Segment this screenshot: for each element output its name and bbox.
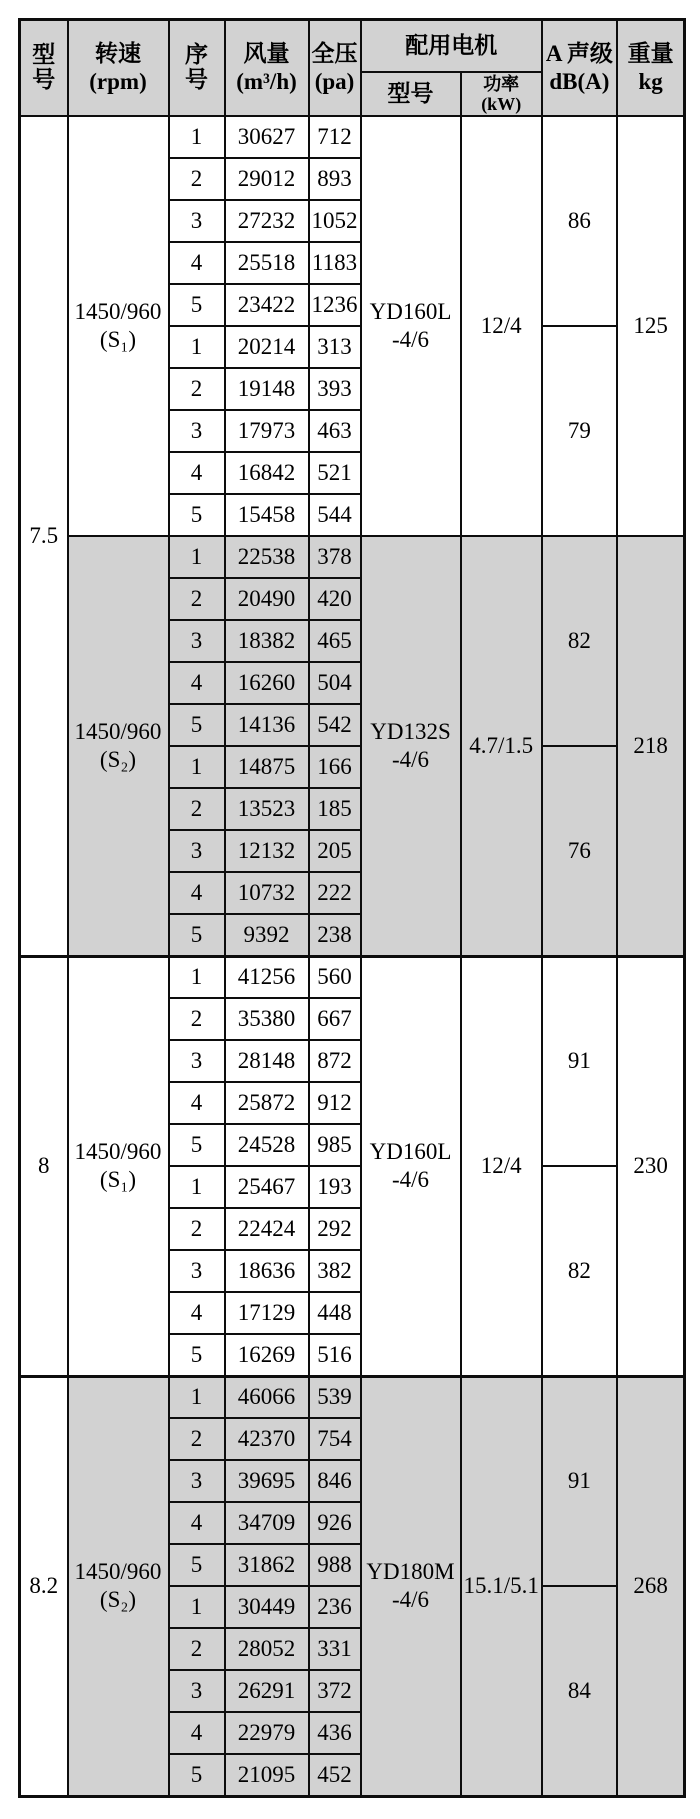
header-noise	[542, 20, 617, 117]
noise-upper-cell: 82	[542, 536, 617, 746]
serial-cell: 5	[169, 284, 225, 326]
pressure-cell: 846	[309, 1460, 361, 1502]
airflow-cell: 28052	[225, 1628, 309, 1670]
serial-cell: 1	[169, 746, 225, 788]
serial-cell: 1	[169, 1376, 225, 1418]
serial-cell: 3	[169, 1670, 225, 1712]
model-cell: 8.2	[20, 1376, 68, 1796]
table-row	[20, 116, 685, 158]
serial-cell: 5	[169, 494, 225, 536]
header-pressure-line-2: (pa)	[314, 69, 355, 94]
weight-cell: 218	[617, 536, 685, 956]
serial-cell: 3	[169, 200, 225, 242]
header-airflow	[225, 20, 309, 117]
airflow-cell: 17973	[225, 410, 309, 452]
airflow-cell: 15458	[225, 494, 309, 536]
pressure-cell: 193	[309, 1166, 361, 1208]
airflow-cell: 30627	[225, 116, 309, 158]
motor-model-cell-line-2: -4/6	[391, 746, 430, 772]
pressure-cell: 465	[309, 620, 361, 662]
pressure-cell: 667	[309, 998, 361, 1040]
pressure-cell: 166	[309, 746, 361, 788]
pressure-cell: 1183	[309, 242, 361, 284]
serial-cell: 5	[169, 914, 225, 956]
airflow-cell: 31862	[225, 1544, 309, 1586]
header-speed-line-1: 转速	[95, 40, 141, 66]
serial-cell: 4	[169, 872, 225, 914]
pressure-cell: 292	[309, 1208, 361, 1250]
serial-cell: 1	[169, 116, 225, 158]
airflow-cell: 14136	[225, 704, 309, 746]
airflow-cell: 12132	[225, 830, 309, 872]
pressure-cell: 222	[309, 872, 361, 914]
pressure-cell: 521	[309, 452, 361, 494]
header-noise-line-1: A 声级	[545, 40, 613, 66]
speed-cell-line-1: 1450/960	[74, 299, 162, 325]
airflow-cell: 27232	[225, 200, 309, 242]
serial-cell: 4	[169, 1502, 225, 1544]
airflow-cell: 23422	[225, 284, 309, 326]
serial-cell: 4	[169, 662, 225, 704]
header-speed	[68, 20, 169, 117]
speed-cell	[68, 536, 169, 956]
header-pressure	[309, 20, 361, 117]
header-airflow-line-2: (m³/h)	[236, 69, 297, 94]
airflow-cell: 16269	[225, 1334, 309, 1376]
table-row	[20, 536, 685, 578]
pressure-cell: 420	[309, 578, 361, 620]
motor-model-cell	[361, 116, 461, 536]
airflow-cell: 46066	[225, 1376, 309, 1418]
serial-cell: 5	[169, 1334, 225, 1376]
pressure-cell: 542	[309, 704, 361, 746]
serial-cell: 2	[169, 1208, 225, 1250]
airflow-cell: 34709	[225, 1502, 309, 1544]
airflow-cell: 14875	[225, 746, 309, 788]
airflow-cell: 9392	[225, 914, 309, 956]
airflow-cell: 30449	[225, 1586, 309, 1628]
airflow-cell: 22538	[225, 536, 309, 578]
pressure-cell: 754	[309, 1418, 361, 1460]
serial-cell: 3	[169, 620, 225, 662]
motor-model-cell-line-2: -4/6	[391, 1167, 430, 1192]
motor-model-cell-line-2: -4/6	[391, 327, 430, 352]
serial-cell: 1	[169, 1586, 225, 1628]
airflow-cell: 28148	[225, 1040, 309, 1082]
pressure-cell: 452	[309, 1754, 361, 1796]
speed-cell	[68, 1376, 169, 1796]
table-row	[20, 1376, 685, 1418]
serial-cell: 3	[169, 1040, 225, 1082]
serial-cell: 2	[169, 578, 225, 620]
header-model-line-2: 号	[32, 67, 56, 92]
serial-cell: 3	[169, 1460, 225, 1502]
pressure-cell: 912	[309, 1082, 361, 1124]
airflow-cell: 20214	[225, 326, 309, 368]
airflow-cell: 13523	[225, 788, 309, 830]
motor-model-cell	[361, 536, 461, 956]
motor-power-cell: 15.1/5.1	[461, 1376, 542, 1796]
airflow-cell: 24528	[225, 1124, 309, 1166]
airflow-cell: 25518	[225, 242, 309, 284]
serial-cell: 4	[169, 1292, 225, 1334]
noise-upper-cell: 91	[542, 1376, 617, 1586]
weight-cell: 230	[617, 956, 685, 1376]
header-serial	[169, 20, 225, 117]
airflow-cell: 22424	[225, 1208, 309, 1250]
airflow-cell: 19148	[225, 368, 309, 410]
pressure-cell: 712	[309, 116, 361, 158]
serial-cell: 5	[169, 1544, 225, 1586]
airflow-cell: 17129	[225, 1292, 309, 1334]
serial-cell: 1	[169, 326, 225, 368]
motor-power-cell: 12/4	[461, 956, 542, 1376]
motor-model-cell-line-2: -4/6	[391, 1587, 430, 1612]
pressure-cell: 436	[309, 1712, 361, 1754]
model-cell: 8	[20, 956, 68, 1376]
speed-cell-line-1: 1450/960	[74, 1139, 162, 1165]
serial-cell: 2	[169, 788, 225, 830]
pressure-cell: 544	[309, 494, 361, 536]
header-airflow-line-1: 风量	[243, 40, 290, 66]
serial-cell: 3	[169, 410, 225, 452]
header-weight-line-1: 重量	[627, 40, 674, 66]
pressure-cell: 393	[309, 368, 361, 410]
airflow-cell: 42370	[225, 1418, 309, 1460]
speed-cell	[68, 956, 169, 1376]
speed-cell-line-2: (S₂)	[99, 1587, 137, 1612]
airflow-cell: 16260	[225, 662, 309, 704]
serial-cell: 3	[169, 830, 225, 872]
serial-cell: 2	[169, 998, 225, 1040]
motor-power-cell: 4.7/1.5	[461, 536, 542, 956]
noise-lower-cell: 79	[542, 326, 617, 536]
airflow-cell: 39695	[225, 1460, 309, 1502]
serial-cell: 2	[169, 1628, 225, 1670]
speed-cell	[68, 116, 169, 536]
weight-cell: 125	[617, 116, 685, 536]
motor-model-cell-line-1: YD132S	[370, 719, 451, 745]
pressure-cell: 236	[309, 1586, 361, 1628]
header-weight-line-2: kg	[638, 69, 663, 94]
pressure-cell: 516	[309, 1334, 361, 1376]
speed-cell-line-2: (S₁)	[99, 327, 137, 352]
serial-cell: 4	[169, 452, 225, 494]
serial-cell: 3	[169, 1250, 225, 1292]
serial-cell: 2	[169, 1418, 225, 1460]
noise-lower-cell: 82	[542, 1166, 617, 1376]
airflow-cell: 29012	[225, 158, 309, 200]
header-motor-power-line-2: (kW)	[481, 94, 522, 114]
airflow-cell: 25872	[225, 1082, 309, 1124]
header-model	[20, 20, 68, 117]
serial-cell: 5	[169, 1124, 225, 1166]
motor-power-cell: 12/4	[461, 116, 542, 536]
speed-cell-line-1: 1450/960	[74, 719, 162, 745]
serial-cell: 5	[169, 704, 225, 746]
header-motor-group: 配用电机	[361, 20, 542, 73]
header-motor-power	[461, 72, 542, 116]
pressure-cell: 893	[309, 158, 361, 200]
airflow-cell: 26291	[225, 1670, 309, 1712]
airflow-cell: 18382	[225, 620, 309, 662]
pressure-cell: 372	[309, 1670, 361, 1712]
serial-cell: 1	[169, 956, 225, 998]
noise-upper-cell: 86	[542, 116, 617, 326]
airflow-cell: 21095	[225, 1754, 309, 1796]
pressure-cell: 448	[309, 1292, 361, 1334]
pressure-cell: 205	[309, 830, 361, 872]
header-row-top	[20, 20, 685, 73]
weight-cell: 268	[617, 1376, 685, 1796]
fan-spec-table	[18, 18, 686, 1798]
noise-upper-cell: 91	[542, 956, 617, 1166]
header-weight	[617, 20, 685, 117]
pressure-cell: 1052	[309, 200, 361, 242]
serial-cell: 1	[169, 1166, 225, 1208]
airflow-cell: 22979	[225, 1712, 309, 1754]
noise-lower-cell: 76	[542, 746, 617, 956]
airflow-cell: 35380	[225, 998, 309, 1040]
pressure-cell: 185	[309, 788, 361, 830]
table-row	[20, 956, 685, 998]
serial-cell: 2	[169, 368, 225, 410]
pressure-cell: 560	[309, 956, 361, 998]
header-serial-line-2: 号	[185, 67, 208, 92]
motor-model-cell	[361, 1376, 461, 1796]
pressure-cell: 504	[309, 662, 361, 704]
airflow-cell: 10732	[225, 872, 309, 914]
airflow-cell: 18636	[225, 1250, 309, 1292]
motor-model-cell-line-1: YD180M	[366, 1559, 455, 1585]
pressure-cell: 313	[309, 326, 361, 368]
noise-lower-cell: 84	[542, 1586, 617, 1796]
serial-cell: 4	[169, 1712, 225, 1754]
pressure-cell: 378	[309, 536, 361, 578]
pressure-cell: 463	[309, 410, 361, 452]
header-motor-power-line-1: 功率	[483, 73, 520, 94]
serial-cell: 4	[169, 1082, 225, 1124]
pressure-cell: 539	[309, 1376, 361, 1418]
header-motor-model: 型号	[361, 72, 461, 116]
header-serial-line-1: 序	[185, 42, 208, 68]
serial-cell: 5	[169, 1754, 225, 1796]
pressure-cell: 872	[309, 1040, 361, 1082]
serial-cell: 2	[169, 158, 225, 200]
pressure-cell: 238	[309, 914, 361, 956]
airflow-cell: 20490	[225, 578, 309, 620]
pressure-cell: 1236	[309, 284, 361, 326]
model-cell: 7.5	[20, 116, 68, 956]
airflow-cell: 25467	[225, 1166, 309, 1208]
pressure-cell: 988	[309, 1544, 361, 1586]
pressure-cell: 382	[309, 1250, 361, 1292]
header-pressure-line-1: 全压	[311, 40, 358, 66]
serial-cell: 4	[169, 242, 225, 284]
pressure-cell: 926	[309, 1502, 361, 1544]
airflow-cell: 41256	[225, 956, 309, 998]
motor-model-cell-line-1: YD160L	[369, 299, 452, 325]
header-model-line-1: 型	[32, 42, 56, 68]
speed-cell-line-2: (S₂)	[99, 746, 137, 772]
motor-model-cell	[361, 956, 461, 1376]
header-speed-line-2: (rpm)	[89, 69, 147, 94]
speed-cell-line-2: (S₁)	[99, 1167, 137, 1192]
header-noise-line-2: dB(A)	[549, 69, 610, 94]
serial-cell: 1	[169, 536, 225, 578]
motor-model-cell-line-1: YD160L	[369, 1139, 452, 1165]
pressure-cell: 985	[309, 1124, 361, 1166]
pressure-cell: 331	[309, 1628, 361, 1670]
speed-cell-line-1: 1450/960	[74, 1559, 162, 1585]
airflow-cell: 16842	[225, 452, 309, 494]
